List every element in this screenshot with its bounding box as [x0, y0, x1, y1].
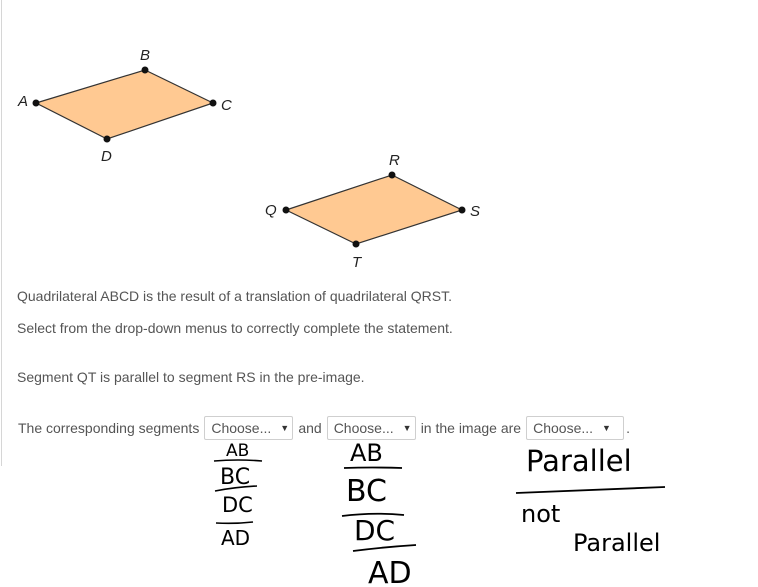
segment-statement: Segment QT is parallel to segment RS in the pre-image.: [17, 369, 365, 385]
vertex-q: [283, 207, 290, 214]
label-q: Q: [265, 202, 277, 219]
overline-3: [216, 522, 253, 523]
handwritten-col3-3: Parallel: [573, 529, 661, 557]
vertex-t: [353, 241, 360, 248]
quadrilateral-abcd: [17, 47, 232, 165]
statement-part2: and: [298, 420, 322, 436]
handwritten-col2-2: BC: [346, 474, 388, 509]
vertex-b: [142, 67, 149, 74]
dropdown-arrow-icon: ▼: [280, 423, 290, 433]
label-a: A: [18, 93, 29, 110]
label-b: B: [140, 47, 151, 64]
vertex-a: [33, 100, 40, 107]
quadrilaterals-figure: [0, 0, 758, 280]
handwritten-col1-2: BC: [220, 465, 251, 490]
overline-4: [344, 468, 402, 469]
vertex-s: [459, 207, 466, 214]
handwritten-col1-1: AB: [226, 441, 250, 461]
vertex-r: [389, 172, 396, 179]
vertex-d: [104, 136, 111, 143]
handwritten-col3-2: not: [521, 500, 561, 528]
handwritten-col1-3: DC: [222, 493, 253, 517]
quadrilateral-qrst: [265, 152, 480, 271]
statement-period: .: [626, 420, 630, 436]
label-s: S: [470, 203, 481, 220]
quadrilateral-qrst-shape: [286, 175, 462, 244]
handwritten-column-1: [214, 441, 262, 550]
vertex-c: [210, 100, 217, 107]
label-d: D: [101, 148, 112, 165]
dropdown-third-value: Choose...: [533, 420, 594, 436]
handwritten-col1-4: AD: [221, 526, 251, 550]
intro-text: Quadrilateral ABCD is the result of a translation of quadrilateral QRST.: [17, 288, 452, 304]
dropdown-arrow-icon: ▼: [402, 423, 412, 433]
dropdown-second-value: Choose...: [333, 420, 394, 436]
handwritten-col2-4: AD: [368, 556, 412, 587]
fraction-bar: [516, 487, 665, 493]
quadrilateral-abcd-shape: [36, 70, 213, 139]
instruction-text: Select from the drop-down menus to correctly complete the statement.: [17, 320, 453, 336]
handwritten-column-2: [342, 439, 416, 587]
handwritten-col3-1: Parallel: [526, 444, 632, 478]
handwritten-col2-3: DC: [354, 514, 396, 547]
statement-part1: The corresponding segments: [18, 420, 200, 436]
handwritten-col2-1: AB: [350, 439, 383, 467]
label-r: R: [389, 152, 400, 169]
handwritten-column-3: [516, 444, 665, 557]
label-c: C: [221, 97, 232, 114]
statement-part3: in the image are: [420, 420, 522, 436]
dropdown-arrow-icon: ▼: [602, 423, 611, 433]
label-t: T: [352, 254, 362, 271]
dropdown-first-value: Choose...: [211, 420, 272, 436]
handwritten-notes: [0, 430, 758, 587]
